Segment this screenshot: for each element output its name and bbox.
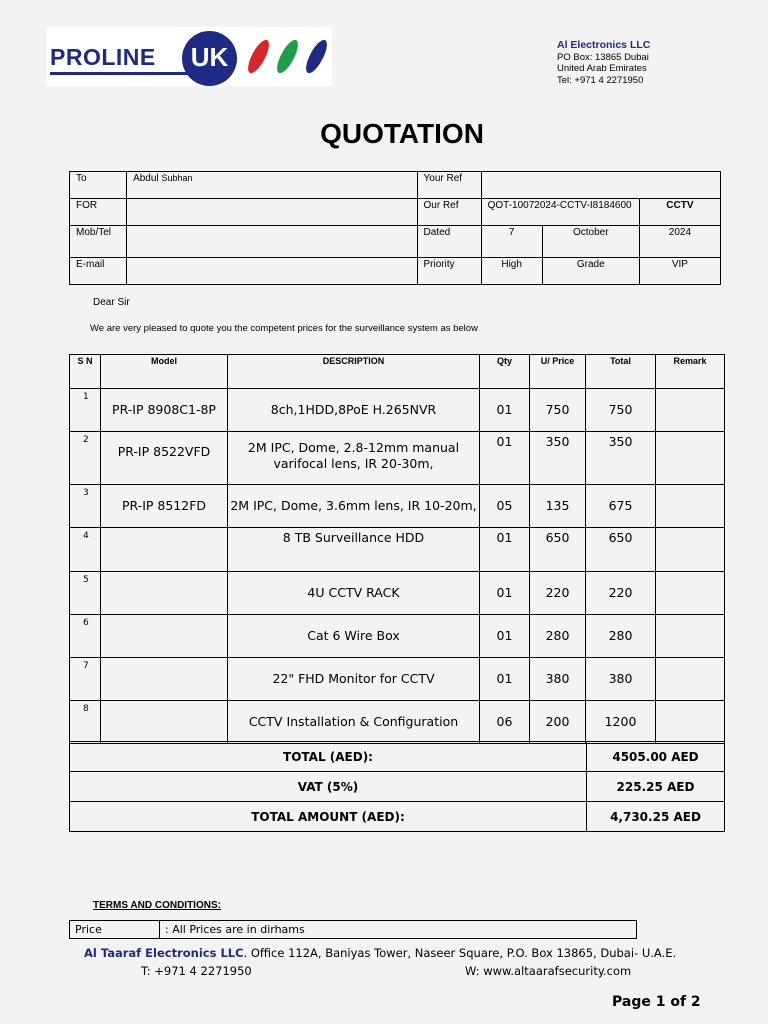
address-line: United Arab Emirates (557, 63, 647, 74)
row-unit-price: 650 (530, 528, 586, 572)
row-description: 8 TB Surveillance HDD (228, 528, 480, 572)
row-total: 675 (586, 485, 656, 528)
row-model: PR-IP 8908C1-8P (101, 389, 228, 432)
row-remark (656, 701, 725, 744)
row-sn: 7 (70, 658, 101, 701)
red-leaf-icon (244, 37, 273, 76)
vat-row (70, 772, 725, 802)
header-total: Total (586, 355, 656, 389)
intro-text: We are very pleased to quote you the competent prices for the surveillance system as below (90, 323, 478, 334)
terms-title: TERMS AND CONDITIONS: (93, 900, 221, 911)
row-description: 4U CCTV RACK (228, 572, 480, 615)
address-line: Tel: +971 4 2271950 (557, 74, 644, 86)
row-total: 1200 (586, 701, 656, 744)
row-remark (656, 389, 725, 432)
email-value (127, 258, 417, 285)
email-label: E-mail (70, 258, 127, 285)
terms-price-label: Price (70, 921, 160, 939)
table-row (70, 658, 725, 701)
date-year: 2024 (639, 226, 720, 258)
header-sn: S N (70, 355, 101, 389)
row-model (101, 572, 228, 615)
blue-leaf-icon (302, 37, 331, 76)
row-sn: 8 (70, 701, 101, 744)
company-address-block (557, 40, 650, 86)
row-description: 22" FHD Monitor for CCTV (228, 658, 480, 701)
mob-value (127, 226, 417, 258)
header-description: DESCRIPTION (228, 355, 480, 389)
date-month: October (542, 226, 639, 258)
to-value (127, 172, 417, 199)
table-row (70, 572, 725, 615)
row-qty: 01 (480, 615, 530, 658)
greeting: Dear Sir (93, 297, 130, 308)
document-title: QUOTATION (320, 118, 484, 149)
row-model: PR-IP 8522VFD (101, 432, 228, 485)
table-row (70, 701, 725, 744)
row-description: Cat 6 Wire Box (228, 615, 480, 658)
your-ref-value (481, 172, 720, 199)
table-row (70, 615, 725, 658)
terms-price-value: : All Prices are in dirhams (160, 921, 637, 939)
row-total: 350 (586, 432, 656, 485)
vat-label: VAT (5%) (70, 772, 587, 802)
row-remark (656, 485, 725, 528)
table-row (70, 485, 725, 528)
row-qty: 05 (480, 485, 530, 528)
row-remark (656, 658, 725, 701)
for-label: FOR (70, 199, 127, 226)
company-name: Al Electronics LLC (557, 39, 651, 51)
address-line: PO Box: 13865 Dubai (557, 51, 649, 63)
header-unit-price: U/ Price (530, 355, 586, 389)
row-unit-price: 220 (530, 572, 586, 615)
row-description: 2M IPC, Dome, 2.8-12mm manual varifocal lens, IR 20-30m, (228, 432, 480, 485)
green-leaf-icon (273, 37, 302, 76)
priority-label: Priority (417, 258, 481, 285)
dated-label: Dated (417, 226, 481, 258)
mob-label: Mob/Tel (70, 226, 127, 258)
terms-table (69, 920, 637, 939)
priority-value: High (481, 258, 542, 285)
logo-badge-text: UK (190, 42, 229, 72)
row-sn: 5 (70, 572, 101, 615)
footer-address: . Office 112A, Baniyas Tower, Naseer Square, P.O. Box 13865, Dubai- U.A.E. (243, 946, 677, 960)
row-qty: 01 (480, 528, 530, 572)
to-first-name: Abdul (133, 173, 159, 184)
row-sn: 4 (70, 528, 101, 572)
row-total: 380 (586, 658, 656, 701)
for-value (127, 199, 417, 226)
company-logo (46, 27, 332, 86)
row-qty: 01 (480, 432, 530, 485)
row-sn: 2 (70, 432, 101, 485)
row-sn: 1 (70, 389, 101, 432)
total-row (70, 742, 725, 772)
row-sn: 3 (70, 485, 101, 528)
row-model (101, 701, 228, 744)
grand-total-value: 4,730.25 AED (587, 802, 725, 832)
row-sn: 6 (70, 615, 101, 658)
row-remark (656, 572, 725, 615)
table-row (70, 389, 725, 432)
row-total: 750 (586, 389, 656, 432)
row-unit-price: 135 (530, 485, 586, 528)
table-row (70, 432, 725, 485)
table-row (70, 528, 725, 572)
grand-total-label: TOTAL AMOUNT (AED): (70, 802, 587, 832)
row-remark (656, 432, 725, 485)
our-ref-label: Our Ref (417, 199, 481, 226)
items-table (69, 354, 725, 744)
row-unit-price: 350 (530, 432, 586, 485)
row-model (101, 528, 228, 572)
row-remark (656, 615, 725, 658)
to-last-name: Subhan (161, 173, 193, 183)
footer-company-name: Al Taaraf Electronics LLC (84, 946, 244, 960)
row-description: CCTV Installation & Configuration (228, 701, 480, 744)
row-qty: 01 (480, 658, 530, 701)
totals-table (69, 741, 725, 832)
our-ref-value: QOT-10072024-CCTV-I8184600 (481, 199, 639, 226)
row-qty: 01 (480, 389, 530, 432)
header-model: Model (101, 355, 228, 389)
customer-info-table (69, 171, 721, 285)
page-number: Page 1 of 2 (612, 994, 701, 1010)
total-value: 4505.00 AED (587, 742, 725, 772)
row-model: PR-IP 8512FD (101, 485, 228, 528)
footer-website[interactable]: W: www.altaarafsecurity.com (465, 964, 632, 978)
total-label: TOTAL (AED): (70, 742, 587, 772)
your-ref-label: Your Ref (417, 172, 481, 199)
row-total: 220 (586, 572, 656, 615)
row-description: 2M IPC, Dome, 3.6mm lens, IR 10-20m, (228, 485, 480, 528)
row-qty: 06 (480, 701, 530, 744)
row-unit-price: 750 (530, 389, 586, 432)
grade-value: VIP (639, 258, 720, 285)
footer-address-line (84, 946, 676, 960)
row-remark (656, 528, 725, 572)
grade-label: Grade (542, 258, 639, 285)
grand-total-row (70, 802, 725, 832)
header-remark: Remark (656, 355, 725, 389)
row-total: 650 (586, 528, 656, 572)
row-unit-price: 380 (530, 658, 586, 701)
row-total: 280 (586, 615, 656, 658)
row-model (101, 658, 228, 701)
vat-value: 225.25 AED (587, 772, 725, 802)
row-model (101, 615, 228, 658)
header-qty: Qty (480, 355, 530, 389)
our-ref-tag: CCTV (639, 199, 720, 226)
row-qty: 01 (480, 572, 530, 615)
logo-wordmark: PROLINE (50, 44, 156, 70)
to-label: To (70, 172, 127, 199)
row-unit-price: 280 (530, 615, 586, 658)
footer-phone: T: +971 4 2271950 (141, 964, 252, 978)
row-description: 8ch,1HDD,8PoE H.265NVR (228, 389, 480, 432)
row-unit-price: 200 (530, 701, 586, 744)
date-day: 7 (481, 226, 542, 258)
